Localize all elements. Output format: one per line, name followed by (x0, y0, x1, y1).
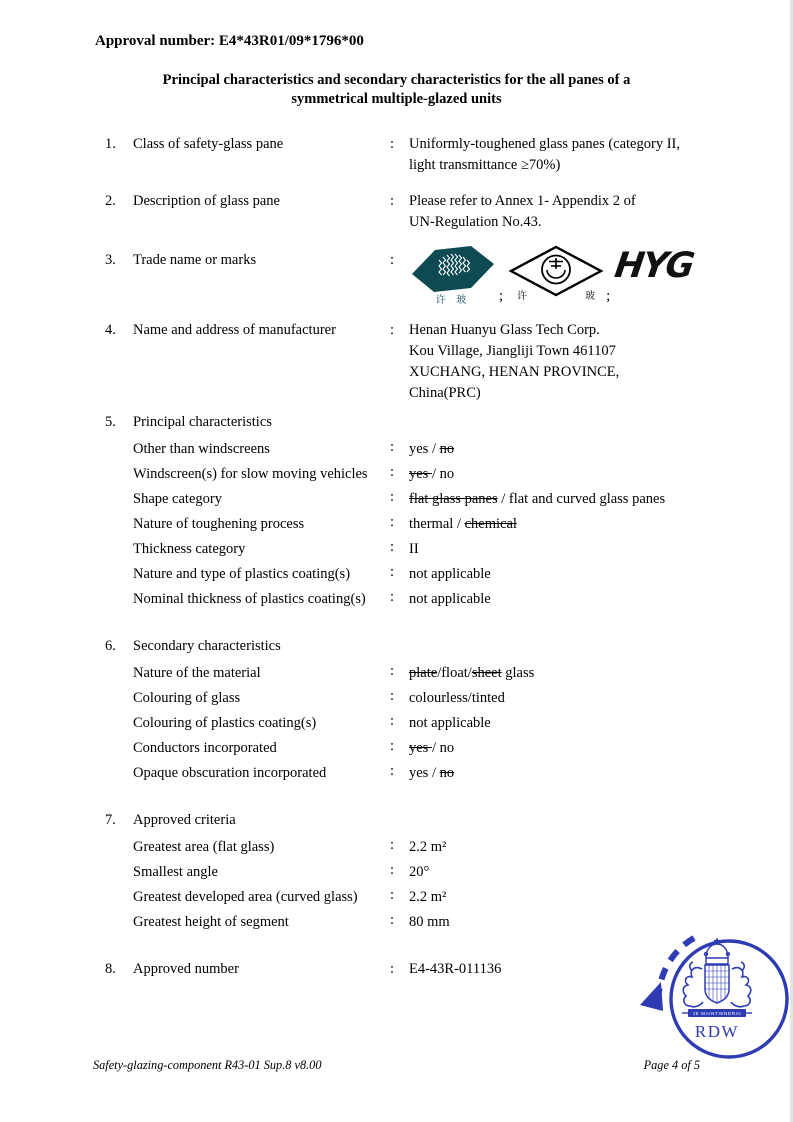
row-4 (105, 320, 778, 404)
item-label: Approved criteria (133, 812, 236, 828)
characteristic-value (409, 661, 778, 686)
value-text: UN-Regulation No.43. (409, 214, 542, 230)
colon: : (390, 713, 395, 729)
item-number: 7. (105, 812, 116, 828)
value-text: 80 mm (409, 914, 450, 930)
item-number: 5. (105, 414, 116, 430)
characteristic-row (133, 686, 778, 711)
colon: : (390, 961, 395, 977)
characteristic-row (133, 761, 778, 786)
value-text: / flat and curved glass panes (497, 491, 666, 507)
characteristic-label: Other than windscreens (133, 441, 270, 457)
item-label: Principal characteristics (133, 414, 272, 430)
value-text: / no (431, 466, 455, 482)
struck-text: no (439, 441, 455, 457)
characteristic-label: Smallest angle (133, 864, 218, 880)
value-text: Henan Huanyu Glass Tech Corp. (409, 322, 600, 338)
characteristic-row (133, 835, 778, 860)
item-number: 4. (105, 322, 116, 338)
colon: : (390, 887, 395, 903)
characteristic-row (133, 736, 778, 761)
item-label: Name and address of manufacturer (133, 322, 336, 338)
item-number: 3. (105, 252, 116, 268)
characteristic-row (133, 537, 778, 562)
item-value (409, 320, 778, 404)
struck-text: no (439, 765, 455, 781)
characteristic-value (409, 885, 778, 910)
footer-document-reference: Safety-glazing-component R43-01 Sup.8 v8.00 (93, 1058, 322, 1072)
colon: : (390, 837, 395, 853)
row-2 (105, 191, 778, 233)
approval-number: Approval number: E4*43R01/09*1796*00 (95, 33, 364, 49)
value-text: II (409, 541, 419, 557)
colon: : (390, 439, 395, 455)
value-line (409, 134, 778, 155)
item-number: 8. (105, 961, 116, 977)
row-1 (105, 134, 778, 176)
value-line (409, 320, 778, 341)
value-text: light transmittance ≥70%) (409, 157, 561, 173)
struck-text: yes (409, 466, 432, 482)
characteristic-value (409, 587, 778, 612)
colon: : (390, 193, 395, 209)
characteristics-list (133, 437, 778, 612)
characteristic-value (409, 537, 778, 562)
diamond-trademark-icon (508, 244, 604, 311)
item-value (409, 191, 778, 233)
value-line (409, 362, 778, 383)
characteristics-list (133, 661, 778, 786)
characteristic-label: Greatest area (flat glass) (133, 839, 275, 855)
colon: : (390, 514, 395, 530)
colon: : (390, 663, 395, 679)
characteristic-value (409, 437, 778, 462)
colon: : (390, 862, 395, 878)
colon: : (390, 136, 395, 152)
row-3 (105, 246, 778, 312)
value-text: 2.2 m² (409, 839, 447, 855)
colon: : (390, 589, 395, 605)
colon: : (390, 539, 395, 555)
characteristic-row (133, 860, 778, 885)
trademark-separator: ; (499, 288, 504, 304)
value-text: yes / (409, 441, 440, 457)
footer-page-number: Page 4 of 5 (643, 1058, 700, 1072)
stamp-banner-text: JE MAINTIENDRAI (692, 1011, 742, 1017)
characteristic-label: Nature and type of plastics coating(s) (133, 566, 351, 582)
colon: : (390, 564, 395, 580)
colon: : (390, 912, 395, 928)
characteristic-label: Nature of the material (133, 665, 261, 681)
characteristic-value (409, 462, 778, 487)
item-number: 1. (105, 136, 116, 152)
value-line (409, 341, 778, 362)
characteristic-label: Nature of toughening process (133, 516, 305, 532)
characteristic-value (409, 761, 778, 786)
colon: : (390, 464, 395, 480)
diamond-trademark-caption-left: 许 (517, 291, 528, 302)
value-line (409, 191, 778, 212)
characteristic-row (133, 512, 778, 537)
characteristic-label: Windscreen(s) for slow moving vehicles (133, 466, 368, 482)
document-title-line2: symmetrical multiple-glazed units (291, 91, 502, 107)
characteristic-value (409, 835, 778, 860)
value-text: 2.2 m² (409, 889, 447, 905)
colon: : (390, 738, 395, 754)
characteristic-value (409, 711, 778, 736)
characteristic-row (133, 885, 778, 910)
document-title (0, 71, 793, 109)
value-text: 20° (409, 864, 430, 880)
value-text: E4-43R-011136 (409, 961, 502, 977)
value-text: glass (501, 665, 535, 681)
value-text: yes / (409, 765, 440, 781)
item-label: Description of glass pane (133, 193, 280, 209)
struck-text: sheet (471, 665, 502, 681)
trade-marks (409, 244, 778, 311)
value-text: China(PRC) (409, 385, 481, 401)
item-number: 6. (105, 638, 116, 654)
value-text: not applicable (409, 566, 491, 582)
value-text: / no (431, 740, 455, 756)
characteristic-label: Colouring of plastics coating(s) (133, 715, 317, 731)
characteristic-row (133, 587, 778, 612)
struck-text: flat glass panes (409, 491, 498, 507)
characteristic-row (133, 462, 778, 487)
row-7 (105, 810, 778, 935)
value-line (409, 212, 778, 233)
value-text: Please refer to Annex 1- Appendix 2 of (409, 193, 636, 209)
document-title-line1: Principal characteristics and secondary characteristics for the all panes of a (162, 72, 631, 88)
row-6 (105, 636, 778, 786)
colon: : (390, 688, 395, 704)
row-5 (105, 412, 778, 612)
characteristic-label: Conductors incorporated (133, 740, 277, 756)
characteristic-row (133, 437, 778, 462)
page-footer (93, 1058, 700, 1073)
hyg-logo: HYG (612, 246, 696, 286)
item-label: Trade name or marks (133, 252, 257, 268)
characteristic-row (133, 562, 778, 587)
hexagon-trademark-caption: 许 玻 (435, 295, 471, 306)
value-text: not applicable (409, 591, 491, 607)
characteristic-value (409, 686, 778, 711)
value-text: Uniformly-toughened glass panes (category II, (409, 136, 680, 152)
characteristic-row (133, 711, 778, 736)
characteristic-value (409, 487, 778, 512)
item-label: Approved number (133, 961, 239, 977)
value-text: XUCHANG, HENAN PROVINCE, (409, 364, 620, 380)
colon: : (390, 252, 395, 268)
value-text: /float/ (437, 665, 472, 681)
characteristic-value (409, 736, 778, 761)
document-rows (105, 134, 778, 980)
value-text: Kou Village, Jiangliji Town 461107 (409, 343, 616, 359)
value-text: colourless/tinted (409, 690, 505, 706)
colon: : (390, 489, 395, 505)
characteristic-value (409, 562, 778, 587)
item-number: 2. (105, 193, 116, 209)
value-text: not applicable (409, 715, 491, 731)
characteristic-label: Shape category (133, 491, 222, 507)
characteristic-label: Greatest developed area (curved glass) (133, 889, 358, 905)
item-value (409, 134, 778, 176)
characteristic-row (133, 487, 778, 512)
value-line (409, 383, 778, 404)
characteristic-value (409, 860, 778, 885)
item-label: Secondary characteristics (133, 638, 281, 654)
colon: : (390, 322, 395, 338)
value-line (409, 155, 778, 176)
struck-text: plate (409, 665, 438, 681)
characteristic-label: Thickness category (133, 541, 246, 557)
characteristic-label: Nominal thickness of plastics coating(s) (133, 591, 366, 607)
item-label: Class of safety-glass pane (133, 136, 284, 152)
hexagon-trademark-icon (409, 244, 497, 311)
characteristic-row (133, 661, 778, 686)
struck-text: yes (409, 740, 432, 756)
diamond-trademark-caption-right: 玻 (585, 291, 596, 302)
struck-text: chemical (464, 516, 517, 532)
characteristic-label: Opaque obscuration incorporated (133, 765, 327, 781)
value-text: thermal / (409, 516, 465, 532)
trademark-separator: ; (606, 288, 611, 304)
rdw-stamp-icon (630, 925, 793, 1070)
characteristic-value (409, 512, 778, 537)
characteristics-list (133, 835, 778, 935)
characteristic-label: Greatest height of segment (133, 914, 289, 930)
stamp-org-text: RDW (694, 1022, 740, 1041)
colon: : (390, 763, 395, 779)
characteristic-label: Colouring of glass (133, 690, 241, 706)
